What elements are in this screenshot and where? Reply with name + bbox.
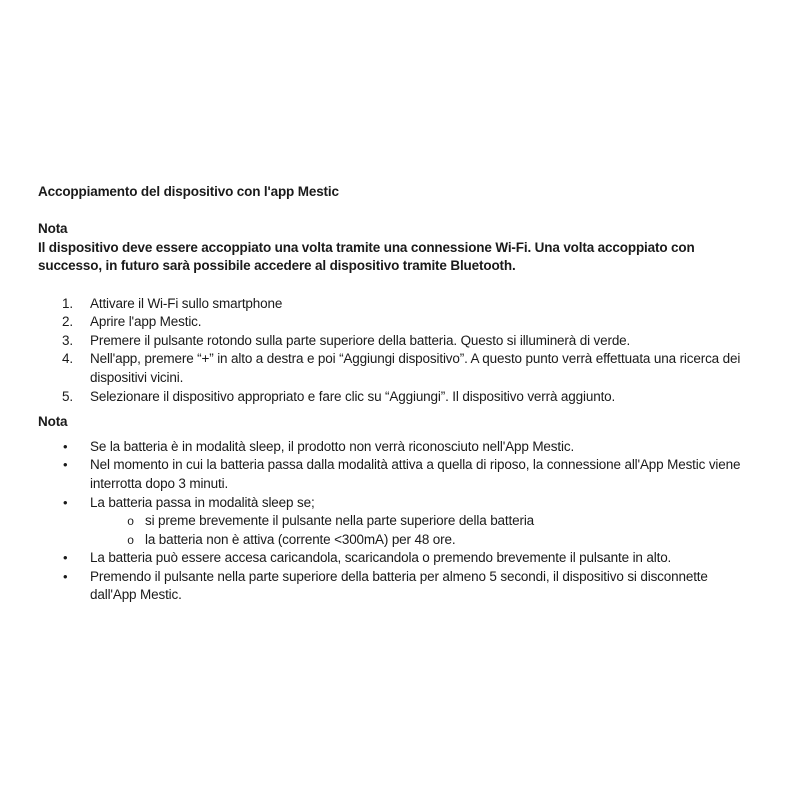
list-item-text: Nell'app, premere “+” in alto a destra e poi “Aggiungi dispositivo”. A questo punto verrà effettuata una ricerca dei dispositivi vicini. xyxy=(90,351,741,385)
page-title: Accoppiamento del dispositivo con l'app Mestic xyxy=(38,184,339,199)
bullet-icon: • xyxy=(63,494,68,510)
note-heading-1: Nota xyxy=(38,221,68,237)
list-item xyxy=(38,388,754,407)
list-item xyxy=(38,350,754,387)
list-item xyxy=(38,438,754,457)
bullet-icon: • xyxy=(63,550,68,566)
list-item xyxy=(38,313,754,332)
list-item-text: Selezionare il dispositivo appropriato e fare clic su “Aggiungi”. Il dispositivo verrà aggiunto. xyxy=(90,388,616,404)
note-body: Il dispositivo deve essere accoppiato una volta tramite una connessione Wi-Fi. Una volta accoppiato con successo, in futuro sarà possibile accedere al dispositivo tramite Bluetooth. xyxy=(38,239,695,274)
list-number: 2. xyxy=(62,314,73,330)
list-item xyxy=(38,295,754,314)
list-item xyxy=(38,494,754,550)
bullet-icon: • xyxy=(63,457,68,473)
sub-bullet-icon: o xyxy=(127,515,135,530)
bullet-icon: • xyxy=(63,438,68,454)
list-item-text: Nel momento in cui la batteria passa dalla modalità attiva a quella di riposo, la connessione all'App Mestic viene interrotta dopo 3 minuti. xyxy=(90,457,741,491)
list-item-text: La batteria può essere accesa caricandola, scaricandola o premendo brevemente il pulsante in alto. xyxy=(90,550,672,566)
list-item-text: Attivare il Wi-Fi sullo smartphone xyxy=(90,295,283,311)
list-number: 3. xyxy=(62,332,73,348)
sub-list-item xyxy=(38,512,754,531)
list-item-text: Se la batteria è in modalità sleep, il prodotto non verrà riconosciuto nell'App Mestic. xyxy=(90,438,575,454)
document-page xyxy=(38,183,754,605)
list-item-text: Premere il pulsante rotondo sulla parte superiore della batteria. Questo si illuminerà di verde. xyxy=(90,332,631,348)
sub-list-item-text: la batteria non è attiva (corrente <300mA) per 48 ore. xyxy=(145,531,456,547)
list-item-text: La batteria passa in modalità sleep se; xyxy=(90,494,315,510)
sub-list-item xyxy=(38,531,754,550)
sub-bullet-icon: o xyxy=(127,533,135,548)
list-item xyxy=(38,332,754,351)
list-number: 4. xyxy=(62,351,73,367)
list-item-text: Aprire l'app Mestic. xyxy=(90,314,202,330)
list-number: 1. xyxy=(62,295,73,311)
bullet-icon: • xyxy=(63,568,68,584)
list-item xyxy=(38,568,754,605)
numbered-list xyxy=(38,295,754,407)
sub-list-item-text: si preme brevemente il pulsante nella parte superiore della batteria xyxy=(145,513,535,529)
list-item xyxy=(38,549,754,568)
list-item-text: Premendo il pulsante nella parte superiore della batteria per almeno 5 secondi, il dispositivo si disconnette dall'App Mestic. xyxy=(90,568,708,603)
list-number: 5. xyxy=(62,388,73,404)
note-heading-2: Nota xyxy=(38,414,68,430)
bullet-list xyxy=(38,438,754,605)
list-item xyxy=(38,456,754,493)
